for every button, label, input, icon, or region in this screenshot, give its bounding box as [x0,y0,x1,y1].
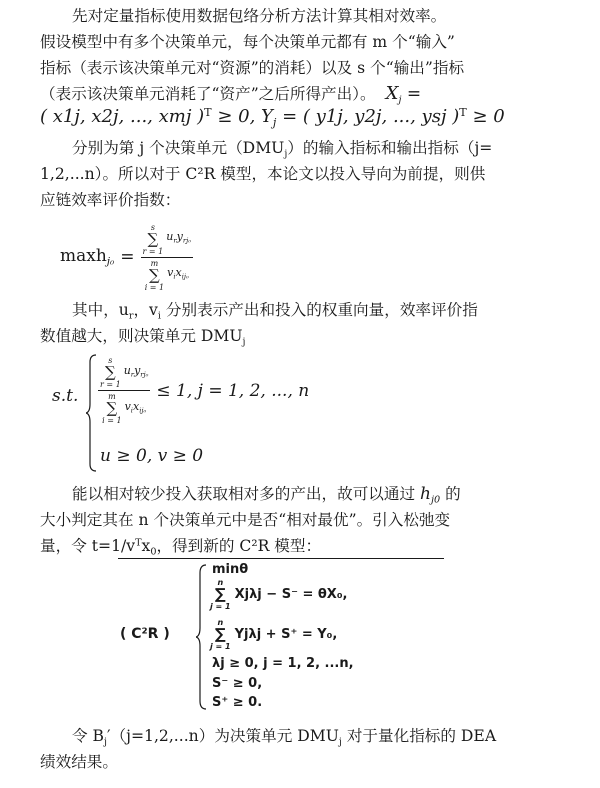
para5-line2: 绩效结果。 [40,753,118,771]
efficiency-formula: maxh$_{j_0}$ = s ∑ r = 1 $u_ry_{rj_0}$ m ∑ i = 1 $v_ix_{ij_0}$ [60,222,191,292]
st-label: s.t. [52,386,79,406]
constraint-2: u ≥ 0, v ≥ 0 [100,446,204,466]
model-brace-icon [196,564,208,710]
model-row-sminus: S⁻ ≥ 0, [212,676,263,691]
model-row-lambda: λj ≥ 0, j = 1, 2, ...n, [212,656,354,671]
model-row-input: n ∑ j = 1 Xjλj − S⁻ = θX₀, [210,578,348,611]
para3-line2: 数值越大，则决策单元 $DMU_j$ [40,327,246,348]
constraint-1: s ∑ r = 1 $u_ry_{rj_0}$ m ∑ i = 1 $v_ix_{ij_0}$ ≤ 1, j = 1, 2, ..., n [100,356,310,425]
efficiency-fraction: s ∑ r = 1 $u_ry_{rj_0}$ m ∑ i = 1 $v_ix_{ij_0}$ [142,222,191,292]
constraint-system [52,352,372,476]
para1-line2: 假设模型中有多个决策单元，每个决策单元都有 m 个“输入” [40,33,455,51]
para2-line1: 分别为第 j 个决策单元$(DMU_j)$的输入指标和输出指标（j= [72,139,493,160]
model-row-output: n ∑ j = 1 Yjλj + S⁺ = Y₀, [210,618,338,651]
para3-line1: 其中，$u_r$，$v_i$ 分别表示产出和投入的权重向量，效率评价指 [72,301,478,322]
model-row-splus: S⁺ ≥ 0. [212,695,263,710]
para4-line2: 大小判定其在 n 个决策单元中是否“相对最优”。引入松弛变 [40,511,451,529]
c2r-label: ( C²R ) [120,626,170,642]
model-top-rule [118,558,444,559]
para1-line5-formula: ( x1j, x2j, ..., xmj )$^T$ ≥ 0, $Y_j$ = ( y1j, y2j, ..., ysj )$^T$ ≥ 0 [40,106,505,130]
para2-line3: 应链效率评价指数： [40,191,181,209]
left-brace-icon [86,354,98,472]
model-row-objective: minθ [212,562,249,577]
para4-line3: 量，令 $t=1/v^Tx_0$，得到新的 C²R 模型： [40,537,322,558]
c2r-model [112,560,452,714]
para1-line1: 先对定量指标使用数据包络分析方法计算其相对效率。 [72,7,447,25]
para1-line4: （表示该决策单元消耗了“资产”之后所得产出）。 $X_j$ = [40,83,422,106]
para1-line3: 指标（表示该决策单元对“资源”的消耗）以及 s 个“输出”指标 [40,59,465,77]
para5-line1: 令 $B_j'(j=1,2,...n)$为决策单元 $DMU_j$ 对于量化指标的 DEA [72,727,497,748]
para2-line2: 1,2,...n）。所以对于 C²R 模型，本论文以投入导向为前提，则供 [40,165,486,183]
para4-line1: 能以相对较少投入获取相对多的产出，故可以通过 $h_{j0}$ 的 [72,484,461,506]
